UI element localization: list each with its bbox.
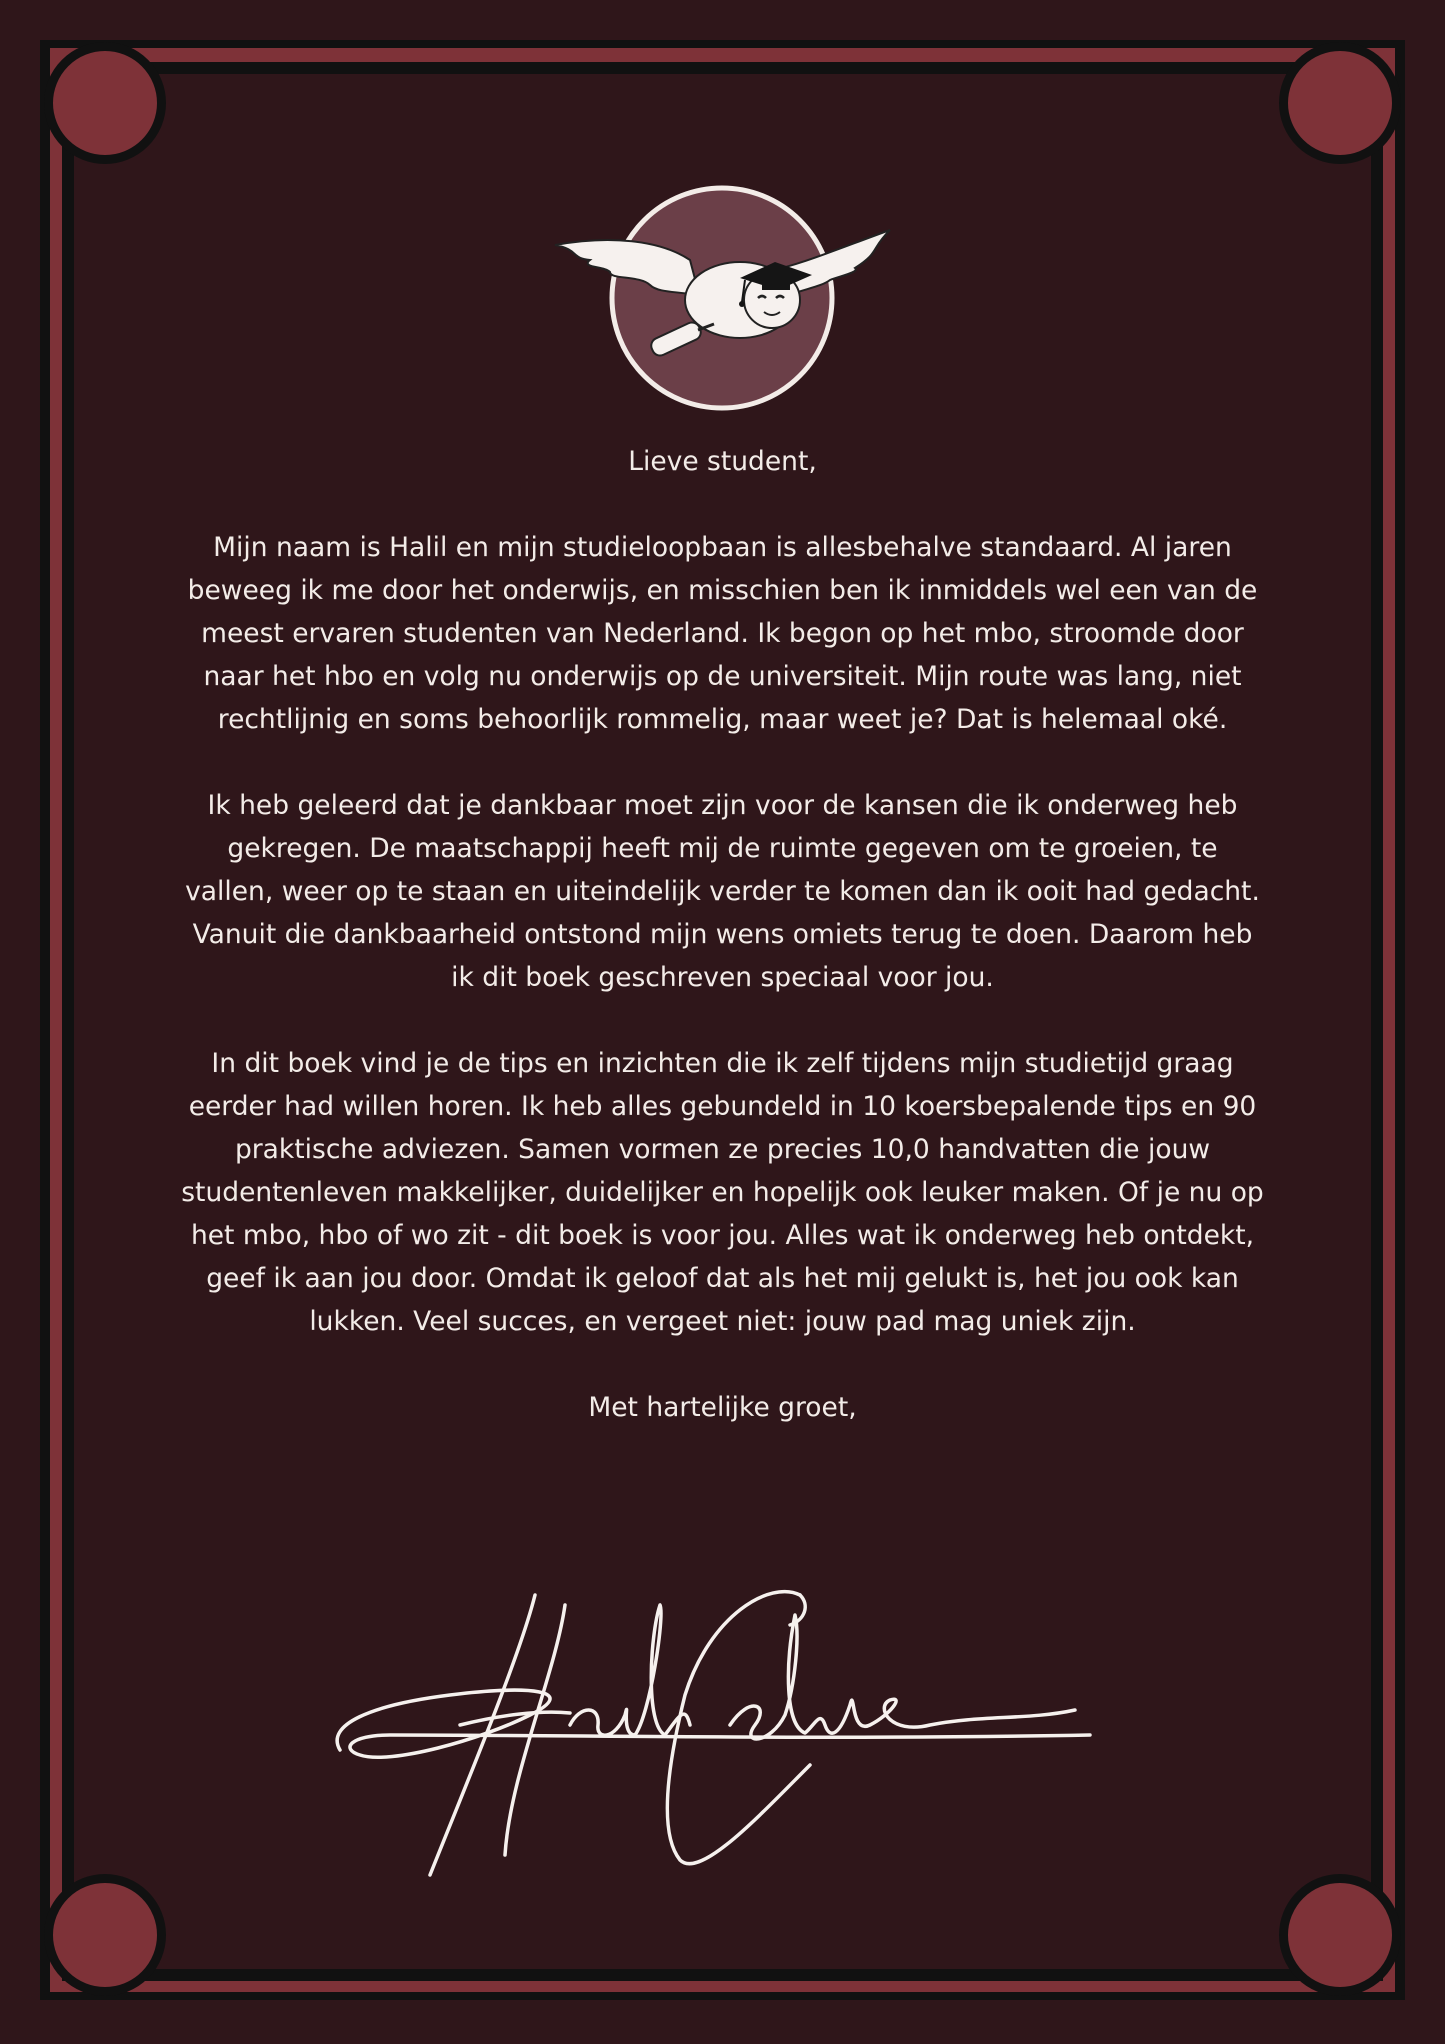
handwritten-signature bbox=[330, 1575, 1100, 1885]
corner-ornament-bottom-right bbox=[1279, 1874, 1401, 1996]
closing: Met hartelijke groet, bbox=[588, 1392, 857, 1423]
corner-ornament-top-right bbox=[1279, 42, 1401, 164]
greeting: Lieve student, bbox=[628, 446, 817, 477]
paragraph-3: In dit boek vind je de tips en inzichten die ik zelf tijdens mijn studietijd graag eerder had willen horen. Ik heb alles gebundeld in 10 koersbepalende tips en 90 praktische adviezen. Samen vormen ze precies 10,0 handvatten die jouw studentenleven makkelijker, duidelijker en hopelijk ook leuker maken. Of je nu op het mbo, hbo of wo zit - dit boek is voor jou. Alles wat ik onderweg heb ontdekt, geef ik aan jou door. Omdat ik geloof dat als het mij gelukt is, het jou ook kan lukken. Veel succes, en vergeet niet: jouw pad mag uniek zijn. bbox=[181, 1048, 1264, 1337]
letter-body bbox=[180, 440, 1265, 1472]
paragraph-2: Ik heb geleerd dat je dankbaar moet zijn voor de kansen die ik onderweg heb gekregen. De maatschappij heeft mij de ruimte gegeven om te groeien, te vallen, weer op te staan en uiteindelijk verder te komen dan ik ooit had gedacht. Vanuit die dankbaarheid ontstond mijn wens omiets terug te doen. Daarom heb ik dit boek geschreven speciaal voor jou. bbox=[185, 790, 1260, 993]
paragraph-1: Mijn naam is Halil en mijn studieloopbaan is allesbehalve standaard. Al jaren beweeg ik me door het onderwijs, en misschien ben ik inmiddels wel een van de meest ervaren studenten van Nederland. Ik begon op het mbo, stroomde door naar het hbo en volg nu onderwijs op de universiteit. Mijn route was lang, niet rechtlijnig en soms behoorlijk rommelig, maar weet je? Dat is helemaal oké. bbox=[187, 532, 1258, 735]
corner-ornament-top-left bbox=[44, 42, 166, 164]
graduate-owl-icon bbox=[550, 180, 895, 415]
corner-ornament-bottom-left bbox=[44, 1874, 166, 1996]
